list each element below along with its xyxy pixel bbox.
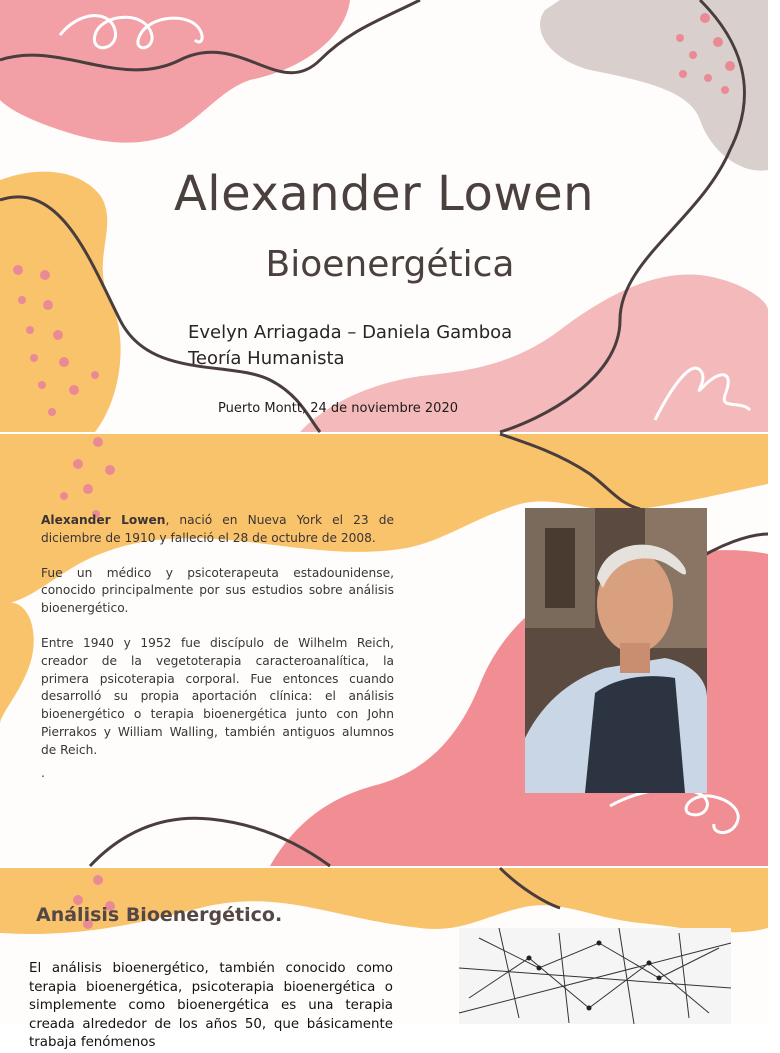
- section-heading: Análisis Bioenergético.: [36, 904, 283, 926]
- title-slide: [0, 0, 768, 432]
- course-name: Teoría Humanista: [188, 348, 345, 369]
- bio-birth-death: , nació en Nueva York el 23 de diciembre de 1910 y falleció el 28 de octubre de 2008.: [41, 513, 394, 545]
- biography-slide: [0, 434, 768, 866]
- place-date: Puerto Montt, 24 de noviembre 2020: [218, 401, 458, 416]
- network-image-drawing: [459, 928, 731, 1024]
- bio-paragraph-3: Entre 1940 y 1952 fue discípulo de Wilhelm Reich, creador de la vegetoterapia caracteroanalítica, la primera psicoterapia corporal. Fue entonces cuando desarrolló su propia aportación clínica: el análisis bioenergético o terapia bioenergética junto con John Pierrakos y William Walling, también antiguos alumnos de Reich.: [41, 635, 394, 757]
- bio-name: Alexander Lowen: [41, 513, 166, 527]
- authors-names: Evelyn Arriagada – Daniela Gamboa: [188, 322, 513, 343]
- section-body: El análisis bioenergético, también conocido como terapia bioenergética, psicoterapia bioenergética o simplemente como bioenergética es una terapia creada alrededor de los años 50, que básicamente trabaja fenómenos: [29, 961, 393, 1050]
- portrait-photo: [525, 508, 707, 793]
- bio-paragraph-2: Fue un médico y psicoterapeuta estadounidense, conocido principalmente por sus estudios sobre análisis bioenergético.: [41, 565, 394, 616]
- portrait-photo-image: [525, 508, 707, 793]
- network-image: [459, 928, 731, 1024]
- bio-paragraph-1: [41, 512, 394, 548]
- page-title: Alexander Lowen: [173, 166, 595, 222]
- peach-blob-left-lower: [0, 602, 34, 724]
- biography-text: [41, 512, 394, 799]
- bio-trailing-dot: .: [41, 765, 45, 780]
- authors-block: [188, 320, 512, 372]
- page-subtitle: Bioenergética: [265, 244, 515, 285]
- analysis-slide: [0, 868, 768, 1050]
